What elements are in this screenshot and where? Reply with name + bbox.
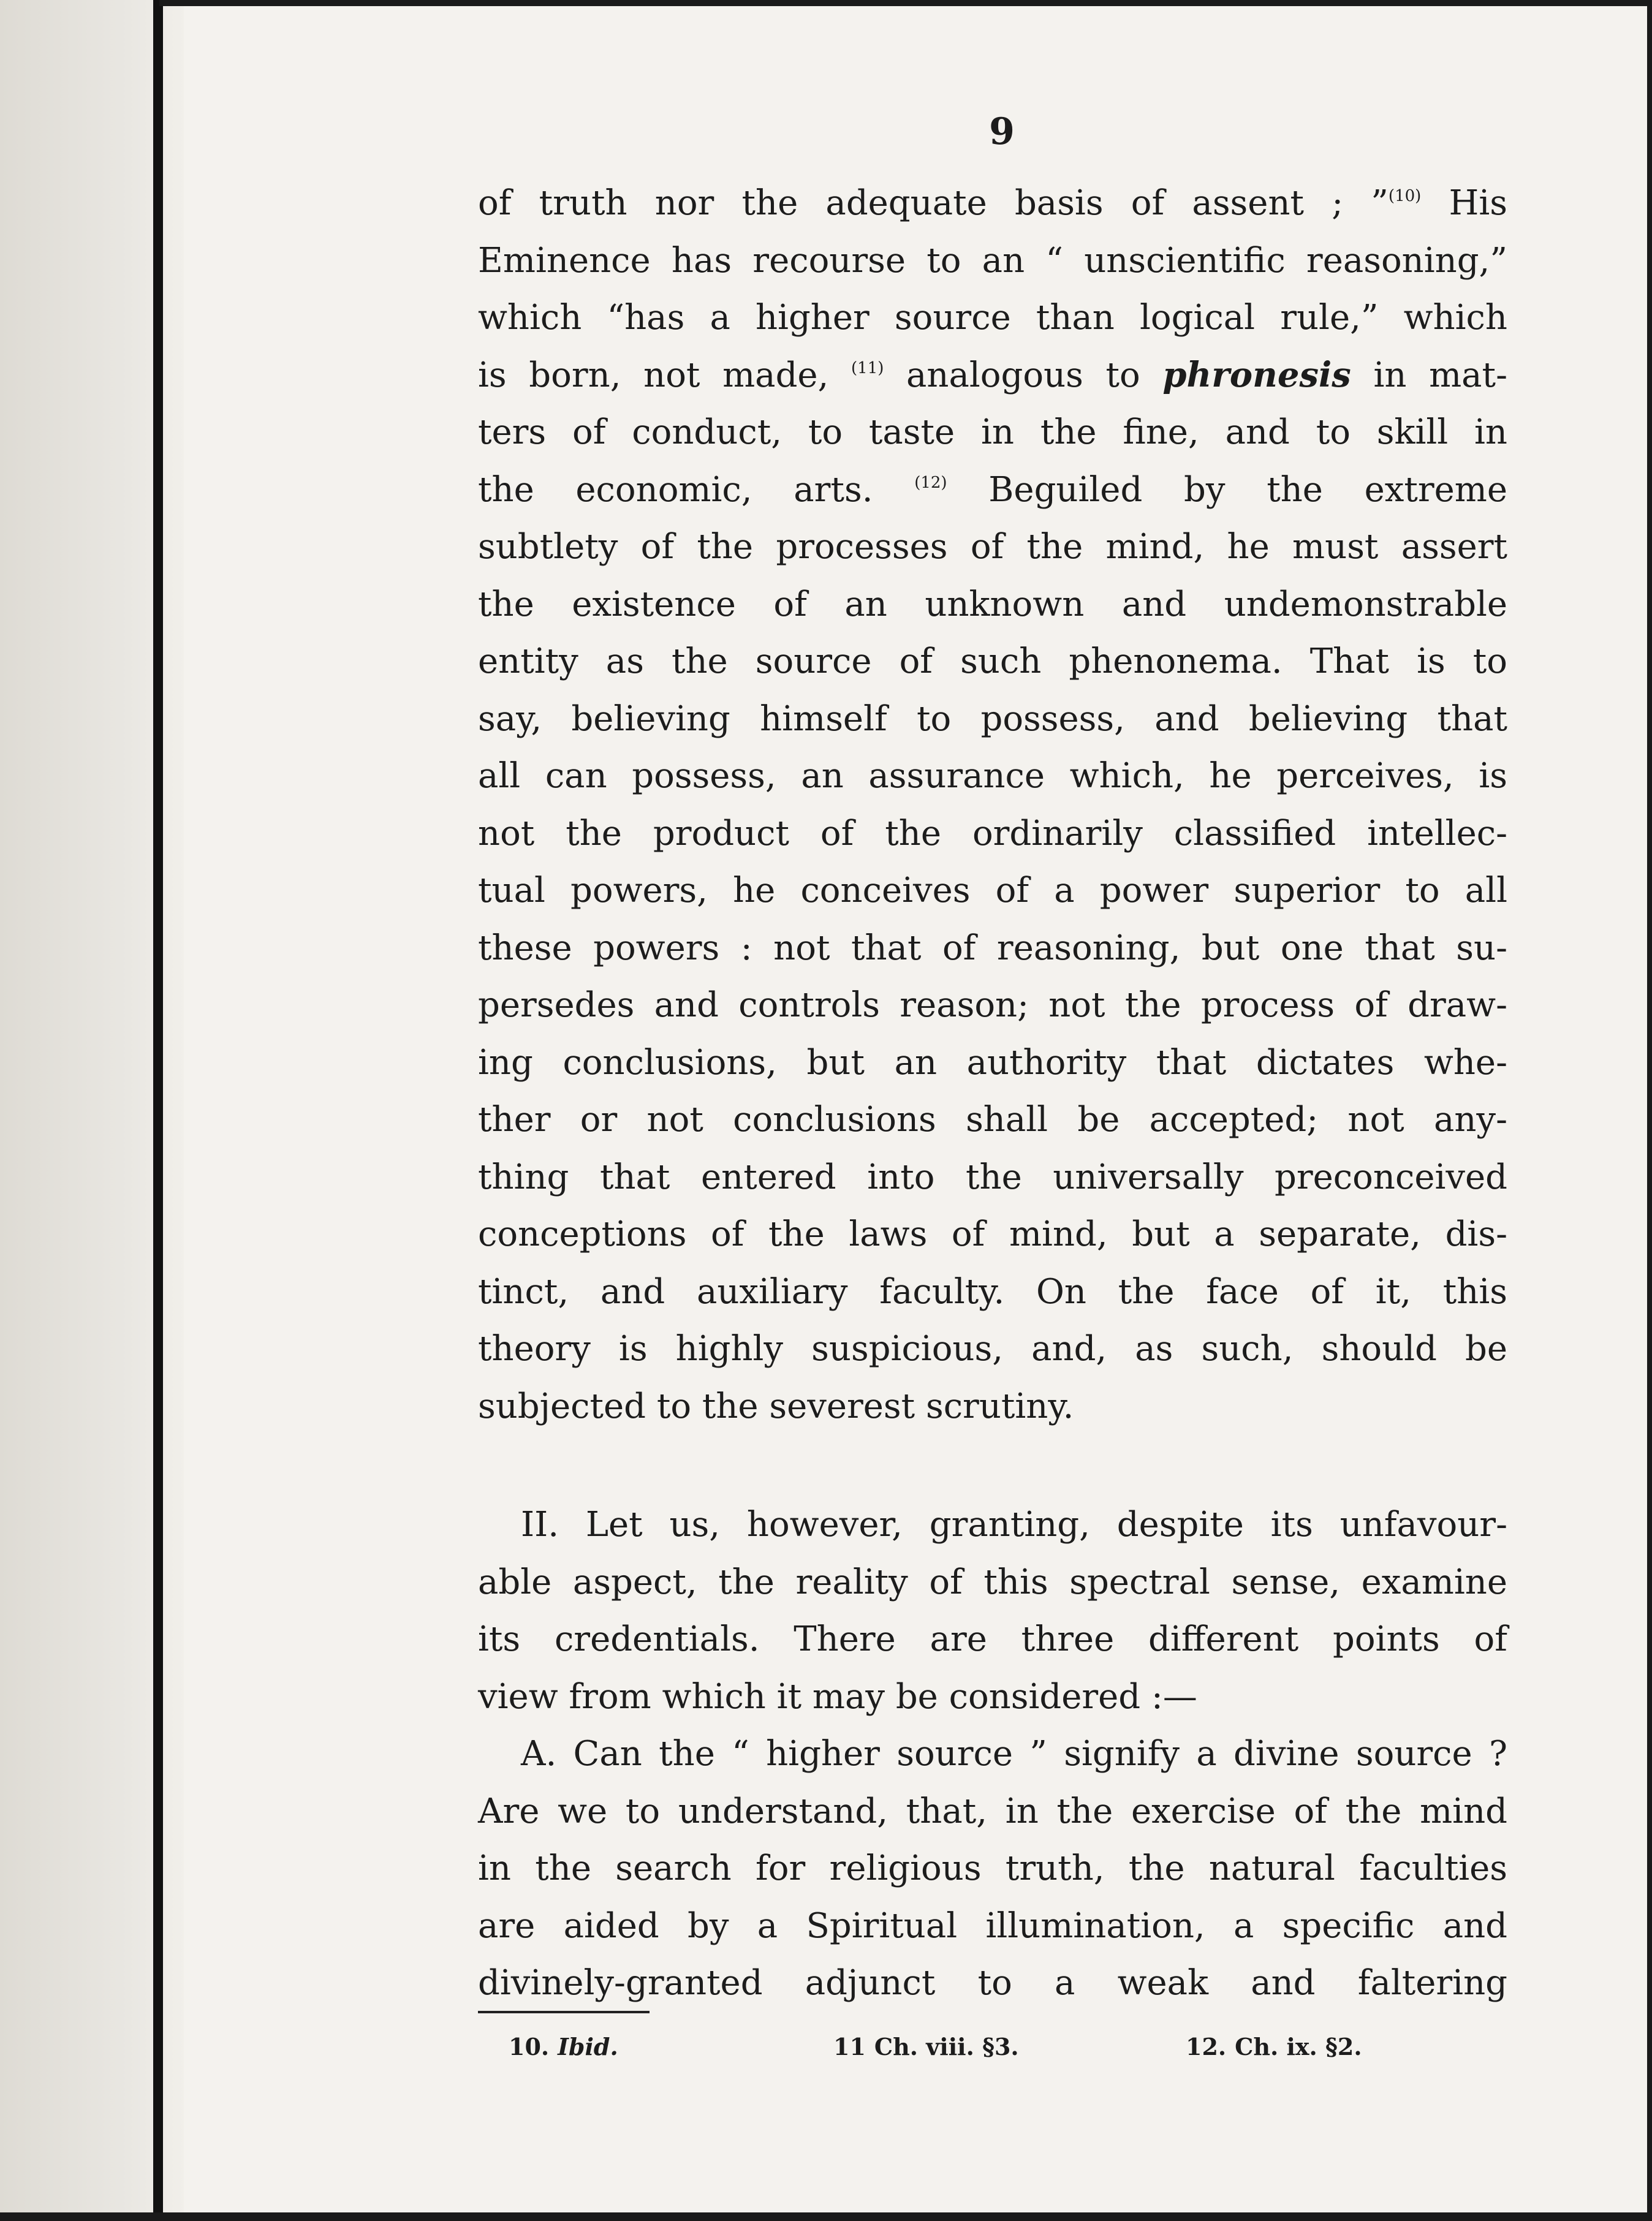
footnote-rule [478, 2011, 650, 2013]
text-line: say, believing himself to possess, and believing that [478, 698, 1507, 739]
footnote-ref-12: (12) [914, 473, 947, 492]
footnote-ref-10: (10) [1388, 187, 1422, 205]
text-line: its credentials. There are three different points of [478, 1619, 1507, 1659]
text-line: view from which it may be considered :— [478, 1676, 1197, 1717]
text-line: ing conclusions, but an authority that dictates whe- [478, 1042, 1507, 1083]
text-line: thing that entered into the universally preconceived [478, 1157, 1507, 1197]
text-line: theory is highly suspicious, and, as such, should be [478, 1329, 1507, 1369]
text-line: which “has a higher source than logical rule,” which [478, 298, 1507, 338]
text-line: tual powers, he conceives of a power superior to all [478, 871, 1507, 910]
text-line: persedes and controls reason; not the process of draw- [478, 985, 1507, 1025]
footnote-11: 11 Ch. viii. §3. [833, 2033, 1019, 2060]
text-line: II. Let us, however, granting, despite its unfavour- [521, 1505, 1507, 1545]
text-line: all can possess, an assurance which, he perceives, is [478, 756, 1507, 796]
text-line: able aspect, the reality of this spectral sense, examine [478, 1562, 1507, 1602]
text-line: of truth nor the adequate basis of assent ; ”$^{(10)}$ His [478, 183, 1507, 223]
text-line: subjected to the severest scrutiny. [478, 1386, 1074, 1426]
footnote-10: 10. Ibid. [509, 2033, 618, 2060]
body-text [478, 175, 1507, 2012]
text-line: in the search for religious truth, the natural faculties [478, 1848, 1507, 1888]
text-line: Are we to understand, that, in the exercise of the mind [478, 1791, 1507, 1831]
text-line: tinct, and auxiliary faculty. On the face of it, this [478, 1271, 1507, 1312]
scan-border-bottom [0, 2212, 1652, 2221]
text-line: the economic, arts. $^{(12)}$ Beguiled by the extreme [478, 469, 1507, 510]
text-line: are aided by a Spiritual illumination, a specific and [478, 1905, 1507, 1946]
text-line: divinely-granted adjunct to a weak and faltering [478, 1963, 1507, 2003]
text-line: ther or not conclusions shall be accepted; not any- [478, 1100, 1507, 1140]
text-line: the existence of an unknown and undemonstrable [478, 584, 1507, 624]
text-line: these powers : not that of reasoning, but one that su- [478, 928, 1507, 968]
text-line: entity as the source of such phenonema. That is to [478, 641, 1507, 681]
text-line: A. Can the “ higher source ” signify a divine source ? [521, 1734, 1507, 1774]
page-number: 9 [989, 110, 1015, 153]
text-line: not the product of the ordinarily classified intellec- [478, 813, 1507, 853]
text-line: ters of conduct, to taste in the fine, and to skill in [478, 412, 1507, 452]
scan-border-top [159, 0, 1652, 6]
scan-border-right [1647, 0, 1652, 2221]
text-line: conceptions of the laws of mind, but a separate, dis- [478, 1214, 1507, 1254]
text-line: Eminence has recourse to an “ unscientific reasoning,” [478, 240, 1507, 281]
binding-gutter [153, 0, 163, 2221]
paragraph-gap [478, 1435, 1507, 1496]
italic-term: phronesis [1162, 354, 1351, 395]
footnote-12: 12. Ch. ix. §2. [1186, 2033, 1362, 2060]
text-line: is born, not made, $^{(11)}$ analogous to phronesis in mat- [478, 354, 1507, 395]
footnote-ref-11: (11) [851, 358, 884, 377]
text-line: subtlety of the processes of the mind, he must assert [478, 527, 1507, 567]
